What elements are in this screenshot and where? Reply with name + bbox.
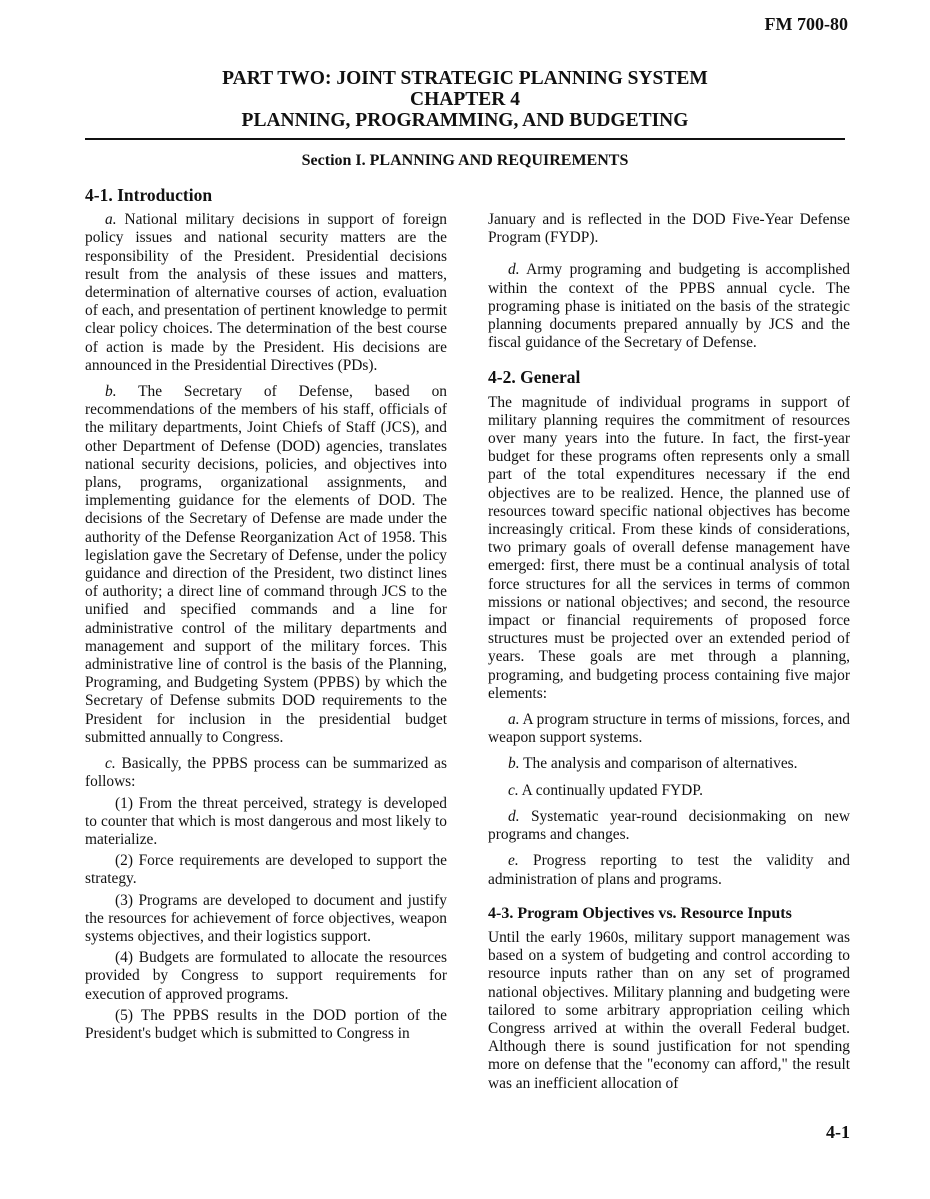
list-item: (1) From the threat perceived, strategy is developed to counter that which is most dangerous and most likely to materialize. [85,794,447,848]
para-text: Progress reporting to test the validity and administration of plans and programs. [488,852,850,888]
list-item: (2) Force requirements are developed to support the strategy. [85,852,447,888]
para-letter: a. [508,711,520,729]
para-letter: c. [508,781,519,799]
para-letter: d. [508,261,520,279]
part-title: PART TWO: JOINT STRATEGIC PLANNING SYSTEM [222,68,708,89]
heading-4-2: 4-2. General [488,367,581,388]
para-letter: e. [508,852,519,870]
list-item: (3) Programs are developed to document and justify the resources for achievement of force objectives, weapon systems objectives, and their logistics support. [85,891,447,945]
para-text: Systematic year-round decisionmaking on new programs and changes. [488,807,850,844]
right-column [488,211,850,1101]
left-column [85,186,447,1046]
section-title: Section I. PLANNING AND REQUIREMENTS [301,152,629,169]
para-letter: c. [105,755,116,773]
para-text: National military decisions in support of foreign policy issues and national security matters are the responsibility of the President. Presidential decisions result from the analysis of these issues and matters, determination of alternative courses of action, evaluation of each, and presentation of pertinent knowledge to permit clear policy choices. The determination of the best course of action is made by the President. His decisions are announced in the Presidential Directives (PDs). [85,211,447,374]
heading-4-1: 4-1. Introduction [85,185,213,205]
list-item: (4) Budgets are formulated to allocate the resources provided by Congress to support requirements for execution of approved programs. [85,949,447,1003]
paragraph-4-1-a [85,211,447,375]
list-item: (5) The PPBS results in the DOD portion of the President's budget which is submitted to Congress in [85,1006,447,1042]
paragraph-4-3: Until the early 1960s, military support management was based on a system of budgeting and control according to resource inputs rather than on any set of programed national objectives. Military planning and budgeting were tailored to some arbitrary appropriation ceiling which Congress arrived at within the overall Federal budget. Although there is sound justification for not spending more on defense that the "economy can afford," the result was an inefficient allocation of [488,928,850,1092]
para-text: Army programing and budgeting is accomplished within the context of the PPBS annual cycle. The programing phase is initiated on the basis of the strategic planning documents prepared annually by JCS and the fiscal guidance of the Secretary of Defense. [488,261,850,352]
paragraph-4-2-intro: The magnitude of individual programs in support of military planning requires the commitment of resources over many years into the future. In fact, the first-year budget for these programs often represents only a small part of the total expenditures necessary if the end objectives are to be realized. Hence, the planned use of resources toward specific national objectives has become increasingly critical. From these kinds of considerations, two primary goals of overall defense management have emerged: first, there must be a continual analysis of total force structures for all the services in terms of common missions or national objectives; and second, the resource impact or financial requirements of proposed force structures must be projected over an extended period of years. These goals are met through a planning, programing, and budgeting process containing five major elements: [488,393,850,702]
element-b [488,755,850,773]
para-text: The Secretary of Defense, based on recommendations of the members of his staff, officials of the military departments, Joint Chiefs of Staff (JCS), and other Department of Defense (DOD) agencies, translates national security decisions, policies, and objectives into plans, programs, organizational assignments, and implementing guidance for the elements of DOD. The decisions of the Secretary of Defense are made under the authority of the Defense Reorganization Act of 1958. This legislation gave the Secretary of Defense, under the policy guidance and direction of the President, two distinct lines of authority; a direct line of command through JCS to the unified and specified commands and a line for administrative control of the military departments and management and support of the military forces. This administrative line of control is the basis of the Planning, Programing, and Budgeting System (PPBS) by which the Secretary of Defense submits DOD requirements to the President for inclusion in the presidential budget submitted annually to Congress. [85,383,447,746]
para-text: The analysis and comparison of alternatives. [519,755,798,773]
para-letter: b. [508,755,520,773]
para-letter: a. [105,211,117,229]
paragraph-4-1-d [488,261,850,352]
heading-4-3: 4-3. Program Objectives vs. Resource Inputs [488,904,792,922]
para-text: A program structure in terms of missions, forces, and weapon support systems. [488,711,850,747]
header-rule [85,138,845,140]
chapter-header [85,68,845,131]
element-d [488,808,850,844]
paragraph-continued: January and is reflected in the DOD Five-Year Defense Program (FYDP). [488,211,850,247]
para-text: A continually updated FYDP. [518,781,703,799]
para-letter: d. [508,807,520,825]
chapter-title: PLANNING, PROGRAMMING, AND BUDGETING [241,110,689,131]
element-a [488,711,850,747]
chapter-number: CHAPTER 4 [410,89,520,110]
paragraph-4-1-c [85,755,447,791]
para-text: Basically, the PPBS process can be summarized as follows: [85,755,447,791]
element-e [488,852,850,888]
para-letter: b. [105,383,117,401]
paragraph-4-1-b [85,383,447,747]
manual-id: FM 700-80 [764,14,848,34]
element-c [488,782,850,800]
page-number: 4-1 [826,1122,850,1142]
